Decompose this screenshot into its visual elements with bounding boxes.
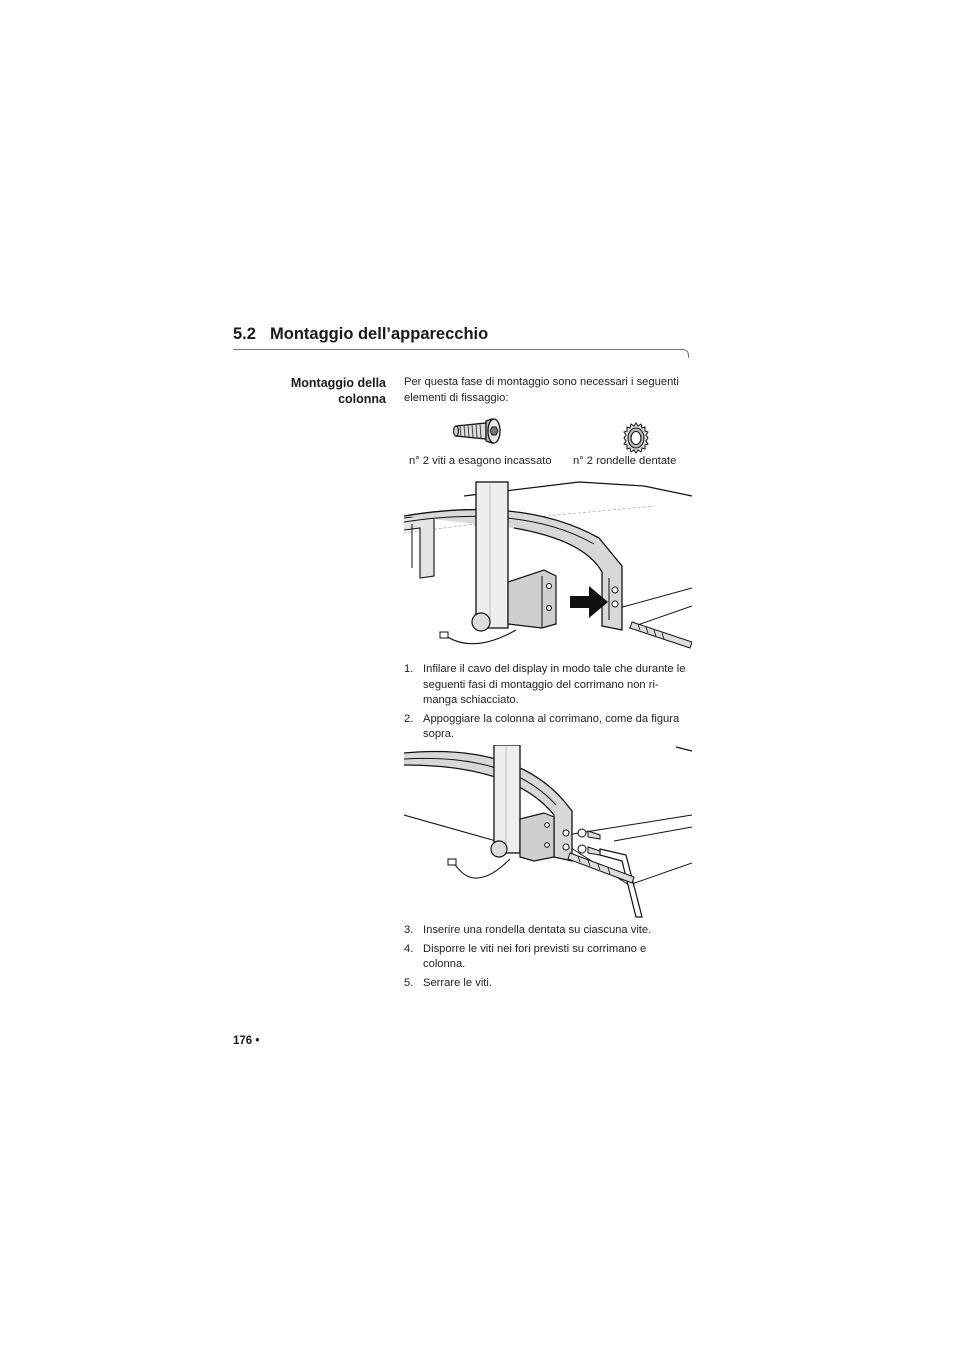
list-item [404, 662, 690, 709]
section-rule [233, 349, 684, 350]
step-number: 2. [404, 712, 414, 725]
page-number: 176 • [233, 1035, 260, 1047]
side-heading [291, 375, 386, 407]
figure-screwing [404, 745, 692, 920]
list-item [404, 942, 690, 973]
step-text: Inserire una rondella dentata su ciascuna vite. [423, 924, 652, 936]
step-number: 4. [404, 942, 414, 955]
side-heading-line2: colonna [338, 392, 386, 406]
step-number: 3. [404, 924, 414, 936]
steps-list-b [404, 923, 690, 994]
intro-paragraph: Per questa fase di montaggio sono necessari i seguenti elementi di fissaggio: [404, 376, 679, 404]
section-rule-corner [682, 349, 689, 358]
step-text: Infilare il cavo del display in modo tale che durante le seguenti fasi di montaggio del corrimano non ri-manga schiacciato. [423, 663, 686, 706]
steps-list-a [404, 662, 690, 746]
hex-screw-icon [452, 418, 507, 446]
part-caption-washers: n° 2 rondelle dentate [573, 455, 677, 467]
list-item [404, 976, 690, 992]
list-item [404, 712, 690, 743]
section-number: 5.2 [233, 325, 256, 343]
side-heading-line1: Montaggio della [290, 376, 386, 390]
step-text: Disporre le viti nei fori previsti su corrimano e colonna. [423, 942, 647, 970]
section-title-text: Montaggio dell’apparecchio [270, 325, 489, 343]
toothed-washer-icon [623, 422, 649, 454]
step-text: Serrare le viti. [423, 976, 493, 989]
part-caption-screws: n° 2 viti a esagono incassato [409, 455, 552, 467]
list-item [404, 923, 690, 939]
step-text: Appoggiare la colonna al corrimano, come da figura sopra. [423, 712, 680, 740]
figure-column-handrail [404, 478, 692, 656]
step-number: 1. [404, 663, 414, 675]
step-number: 5. [404, 976, 414, 989]
section-title [233, 325, 488, 344]
